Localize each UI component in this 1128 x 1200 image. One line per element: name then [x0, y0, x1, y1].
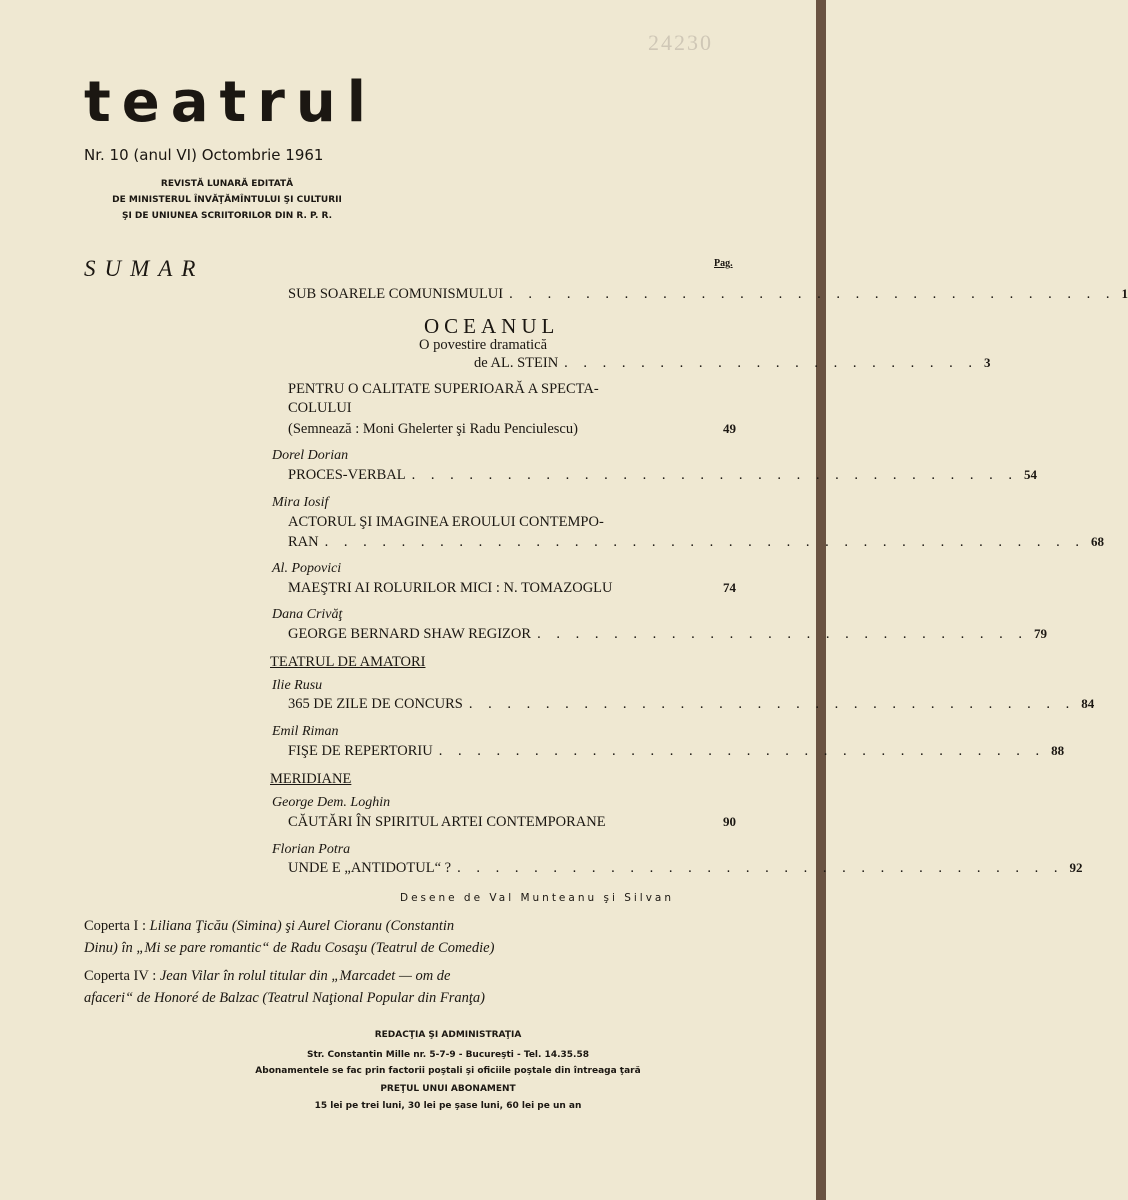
library-stamp: 24230 [648, 30, 713, 55]
toc-author: Dana Crivăţ [272, 607, 343, 622]
cover-caption: Dinu) în „Mi se pare romantic“ de Radu Cosaşu (Teatrul de Comedie) [84, 940, 495, 956]
toc-entry [288, 814, 736, 836]
cover-label: Coperta I : [84, 918, 147, 934]
leader-dots: . . . . . . . . . . . . . . . . . . . . . . . . . . . . . . . . [468, 696, 1076, 712]
toc-entry [288, 421, 736, 443]
sumar-heading: SUMAR [84, 256, 205, 281]
toc-author: Ilie Rusu [272, 678, 323, 693]
cover-caption: Liliana Ţicău (Simina) şi Aurel Cioranu (Constantin [149, 918, 455, 934]
leader-dots: . . . . . . . . . . . . . . . . . . . . . . . . . . . . . . . . [457, 860, 1064, 876]
toc-page: 84 [1081, 696, 1095, 711]
footer-line: PREŢUL UNUI ABONAMENT [380, 1084, 516, 1094]
footer-line: REDACŢIA ŞI ADMINISTRAŢIA [374, 1030, 522, 1040]
cover-one-line [84, 940, 494, 957]
footer-line: 15 lei pe trei luni, 30 lei pe şase luni, 60 lei pe un an [314, 1101, 582, 1111]
issue-info: Nr. 10 (anul VI) Octombrie 1961 [84, 146, 324, 164]
toc-page: 54 [1024, 467, 1038, 482]
toc-title: SUB SOARELE COMUNISMULUI [288, 286, 504, 302]
leader-dots: . . . . . . . . . . . . . . . . . . . . . . . . . . . . . . . . [509, 286, 1116, 302]
toc-title: PROCES-VERBAL [288, 467, 406, 483]
toc-title: (Semnează : Moni Ghelerter şi Radu Penciulescu) [288, 421, 578, 437]
toc-author: Mira Iosif [272, 495, 329, 510]
cover-caption: afaceri“ de Honoré de Balzac (Teatrul Naţional Popular din Franţa) [84, 990, 486, 1006]
cover-four-line [84, 990, 485, 1007]
leader-dots: . . . . . . . . . . . . . . . . . . . . . . [564, 355, 979, 371]
toc-title: CĂUTĂRI ÎN SPIRITUL ARTEI CONTEMPORANE [288, 814, 606, 830]
toc-entry [288, 626, 1047, 648]
toc-entry [288, 580, 736, 602]
cover-one-line [84, 918, 454, 935]
page-edge [816, 0, 826, 1200]
footer-line: Str. Constantin Mille nr. 5-7-9 - Bucureşti - Tel. 14.35.58 [307, 1050, 589, 1060]
publisher-block [84, 176, 370, 224]
leader-dots: . . . . . . . . . . . . . . . . . . . . . . . . . . . . . . . . [411, 467, 1019, 483]
cover-label: Coperta IV : [84, 968, 157, 984]
toc-page: 92 [1069, 860, 1083, 875]
leader-dots: . . . . . . . . . . . . . . . . . . . . . . . . . . . . . . . . . . . . . . . . [324, 534, 1085, 550]
toc-page: 79 [1033, 626, 1047, 641]
toc-title: FIŞE DE REPERTORIU [288, 743, 433, 759]
toc-title: UNDE E „ANTIDOTUL“ ? [288, 860, 452, 876]
toc-entry [288, 696, 1095, 718]
toc-author: George Dem. Loghin [272, 795, 391, 810]
toc-title: de AL. STEIN [474, 355, 559, 371]
toc-page: 3 [984, 355, 991, 370]
story-subtitle: O povestire dramatică [419, 337, 548, 353]
toc-entry [474, 355, 991, 377]
toc-entry [288, 467, 1038, 489]
publisher-line: ŞI DE UNIUNEA SCRIITORILOR DIN R. P. R. [121, 211, 333, 221]
toc-author: Al. Popovici [272, 561, 342, 576]
toc-page: 68 [1091, 534, 1104, 549]
toc-entry [288, 743, 1065, 765]
cover-four-line [84, 968, 451, 985]
leader-dots: . . . . . . . . . . . . . . . . . . . . . . . . . . [537, 626, 1028, 642]
story-title: OCEANUL [424, 314, 560, 338]
toc-title: PENTRU O CALITATE SUPERIOARĂ A SPECTA- [288, 381, 599, 397]
toc-page: 49 [723, 421, 736, 436]
toc-title: 365 DE ZILE DE CONCURS [288, 696, 463, 712]
publisher-line: REVISTĂ LUNARĂ EDITATĂ [160, 179, 294, 189]
toc-title: ACTORUL ŞI IMAGINEA EROULUI CONTEMPO- [288, 514, 604, 530]
section-heading: MERIDIANE [270, 771, 352, 787]
toc-entry [288, 286, 1128, 308]
page-column-label: Pag. [714, 258, 733, 269]
toc-page: 88 [1051, 743, 1065, 758]
illustration-credits: Desene de Val Munteanu şi Silvan [400, 892, 675, 904]
masthead-title: teatrul [84, 70, 377, 135]
toc-author: Dorel Dorian [272, 448, 349, 463]
publisher-line: DE MINISTERUL ÎNVĂŢĂMÎNTULUI ŞI CULTURII [112, 195, 342, 205]
toc-title: MAEŞTRI AI ROLURILOR MICI : N. TOMAZOGLU [288, 580, 613, 596]
footer-line: Abonamentele se fac prin factorii poştali şi oficiile poştale din întreaga ţară [255, 1066, 641, 1076]
toc-title: COLULUI [288, 400, 352, 416]
cover-caption: Jean Vilar în rolul titular din „Marcadet — om de [159, 968, 451, 984]
toc-page: 74 [723, 580, 736, 595]
toc-entry [288, 860, 1083, 882]
toc-page: 1 [1121, 286, 1128, 301]
toc-author: Florian Potra [272, 842, 351, 857]
toc-page: 90 [723, 814, 736, 829]
toc-title: GEORGE BERNARD SHAW REGIZOR [288, 626, 532, 642]
leader-dots: . . . . . . . . . . . . . . . . . . . . . . . . . . . . . . . . [438, 743, 1046, 759]
toc-entry [288, 534, 1104, 556]
toc-author: Emil Riman [272, 724, 339, 739]
toc-title: RAN [288, 534, 319, 550]
section-heading: TEATRUL DE AMATORI [270, 654, 426, 670]
